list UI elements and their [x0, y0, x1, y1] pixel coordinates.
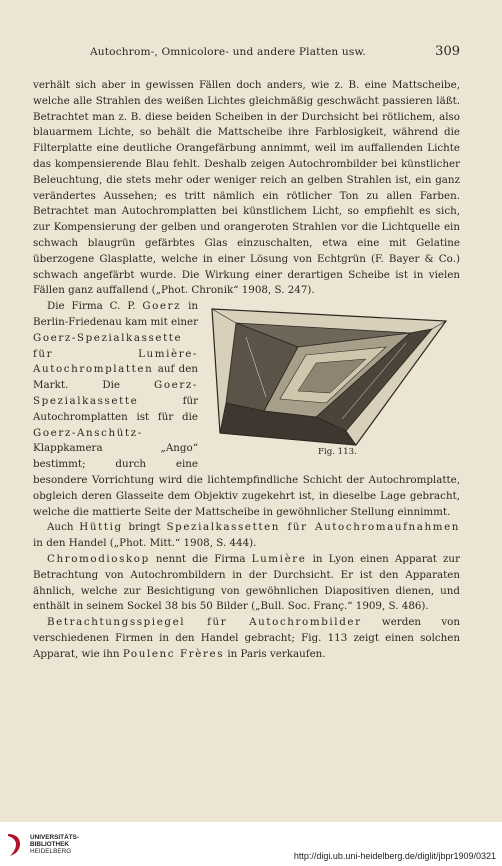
spaced-text: Goerz — [142, 300, 182, 313]
text-run: in Lyon einen Apparat zur Betrachtung von Autochrombildern in der Durchsicht. Er ist den Apparaten ähnlich, welche zur Besichtigung von gewöhnlichen Diapositiven dienen, und enthält in seinem Sockel 38 bis 50 Bilder („Bull. Soc. Franç.“ 1909, S. 486). — [33, 552, 460, 613]
paragraph-5 — [33, 615, 460, 662]
spaced-text: Spezialkassetten für Autochromaufnahmen — [166, 521, 461, 534]
text-run: werden von verschiedenen Firmen in den Handel gebracht; Fig. 113 zeigt einen solchen Apparat, wie ihn — [33, 616, 460, 660]
paragraph-4 — [33, 552, 460, 615]
running-title: Autochrom-, Omnicolore- und andere Platten usw. — [90, 46, 366, 58]
figure-113 — [206, 307, 460, 459]
page-number: 309 — [435, 44, 460, 59]
text-run: für Autochromplatten ist für die — [33, 394, 198, 423]
spaced-text: Hüttig — [79, 521, 123, 534]
text-run: in den Handel („Phot. Mitt.“ 1908, S. 444). — [33, 537, 257, 550]
figure-caption: Fig. 113. — [318, 447, 357, 458]
source-link[interactable]: http://digi.ub.uni-heidelberg.de/diglit/jbpr1909/0321 — [293, 851, 496, 861]
text-run: in Paris verkaufen. — [224, 647, 326, 660]
text-run: Die Firma C. P. — [47, 300, 143, 313]
library-seal-icon — [6, 832, 24, 858]
page-header — [90, 46, 460, 62]
paragraph-1: verhält sich aber in gewissen Fällen doch anders, wie z. B. eine Mattscheibe, welche alle Strahlen des weißen Lichtes gleichmäßig geschwächt passieren läßt. Betrachtet man z. B. diese beiden Scheiben in der Durchsicht bei rötlichem, also blauarmem Lichte, so behält die Mattscheibe ihre Farblosigkeit, während die Filterplatte eine deutliche Orangefärbung annimmt, weil im auffallenden Lichte das kompensierende Blau fehlt. Deshalb zeigen Autochrombilder bei künstlicher Beleuchtung, die stets mehr oder weniger reich an gelben Strahlen ist, ein ganz verändertes Aussehen; es tritt nämlich ein rötlicher Ton zu allen Farben. Betrachtet man Autochromplatten bei künstlichem Licht, so empfiehlt es sich, zur Kompensierung der gelben und orangeroten Strahlen vor die Lichtquelle ein schwach blaugrün gefärbtes Glas einzuschalten, etwa eine mit Gelatine überzogene Glasplatte, welche in einer Lösung von Echtgrün (F. Bayer & Co.) schwach angefärbt wurde. Die Wirkung einer derartigen Scheibe ist in vielen Fällen ganz auffallend („Phot. Chronik“ 1908, S. 247). — [33, 79, 460, 297]
spaced-text: Goerz-Spezialkassette für Lumière-Autochromplatten — [33, 331, 198, 376]
logo-line: HEIDELBERG — [30, 848, 72, 856]
spaced-text: Poulenc Frères — [122, 647, 225, 660]
spaced-text: Goerz-Spezialkassette — [33, 379, 198, 407]
spaced-text: Lumière — [251, 552, 307, 565]
text-run: bringt — [122, 521, 167, 534]
text-run: nennt die Firma — [149, 552, 252, 565]
text-run: -Klappkamera „Ango“ bestimmt; durch eine besondere Vorrichtung wird die lichtempfindliche Schicht der Autochromplatte, obgleich deren Glasseite dem Objektiv zugekehrt ist, in dieselbe Lage gebracht, welche die mattierte Seite der Mattscheibe in gewöhnlicher Stellung einnimmt. — [33, 426, 460, 518]
text-run: auf den Markt. Die — [33, 363, 198, 392]
library-name — [30, 834, 79, 856]
logo-line: BIBLIOTHEK — [30, 841, 70, 849]
text-run: Auch — [47, 521, 80, 534]
spaced-text: Goerz-Anschütz — [33, 426, 138, 439]
library-logo[interactable] — [6, 830, 126, 860]
spaced-text: Chromodioskop — [47, 552, 150, 565]
body-text — [33, 78, 460, 662]
spaced-text: Betrachtungsspiegel für Autochrombilder — [47, 616, 362, 629]
paragraph-3 — [33, 520, 460, 552]
logo-line: UNIVERSITÄTS- — [30, 834, 79, 841]
footer-bar — [0, 822, 502, 866]
viewing-mirror-illustration — [206, 307, 460, 459]
text-run: in Berlin-Friedenau kam mit einer — [33, 300, 199, 328]
